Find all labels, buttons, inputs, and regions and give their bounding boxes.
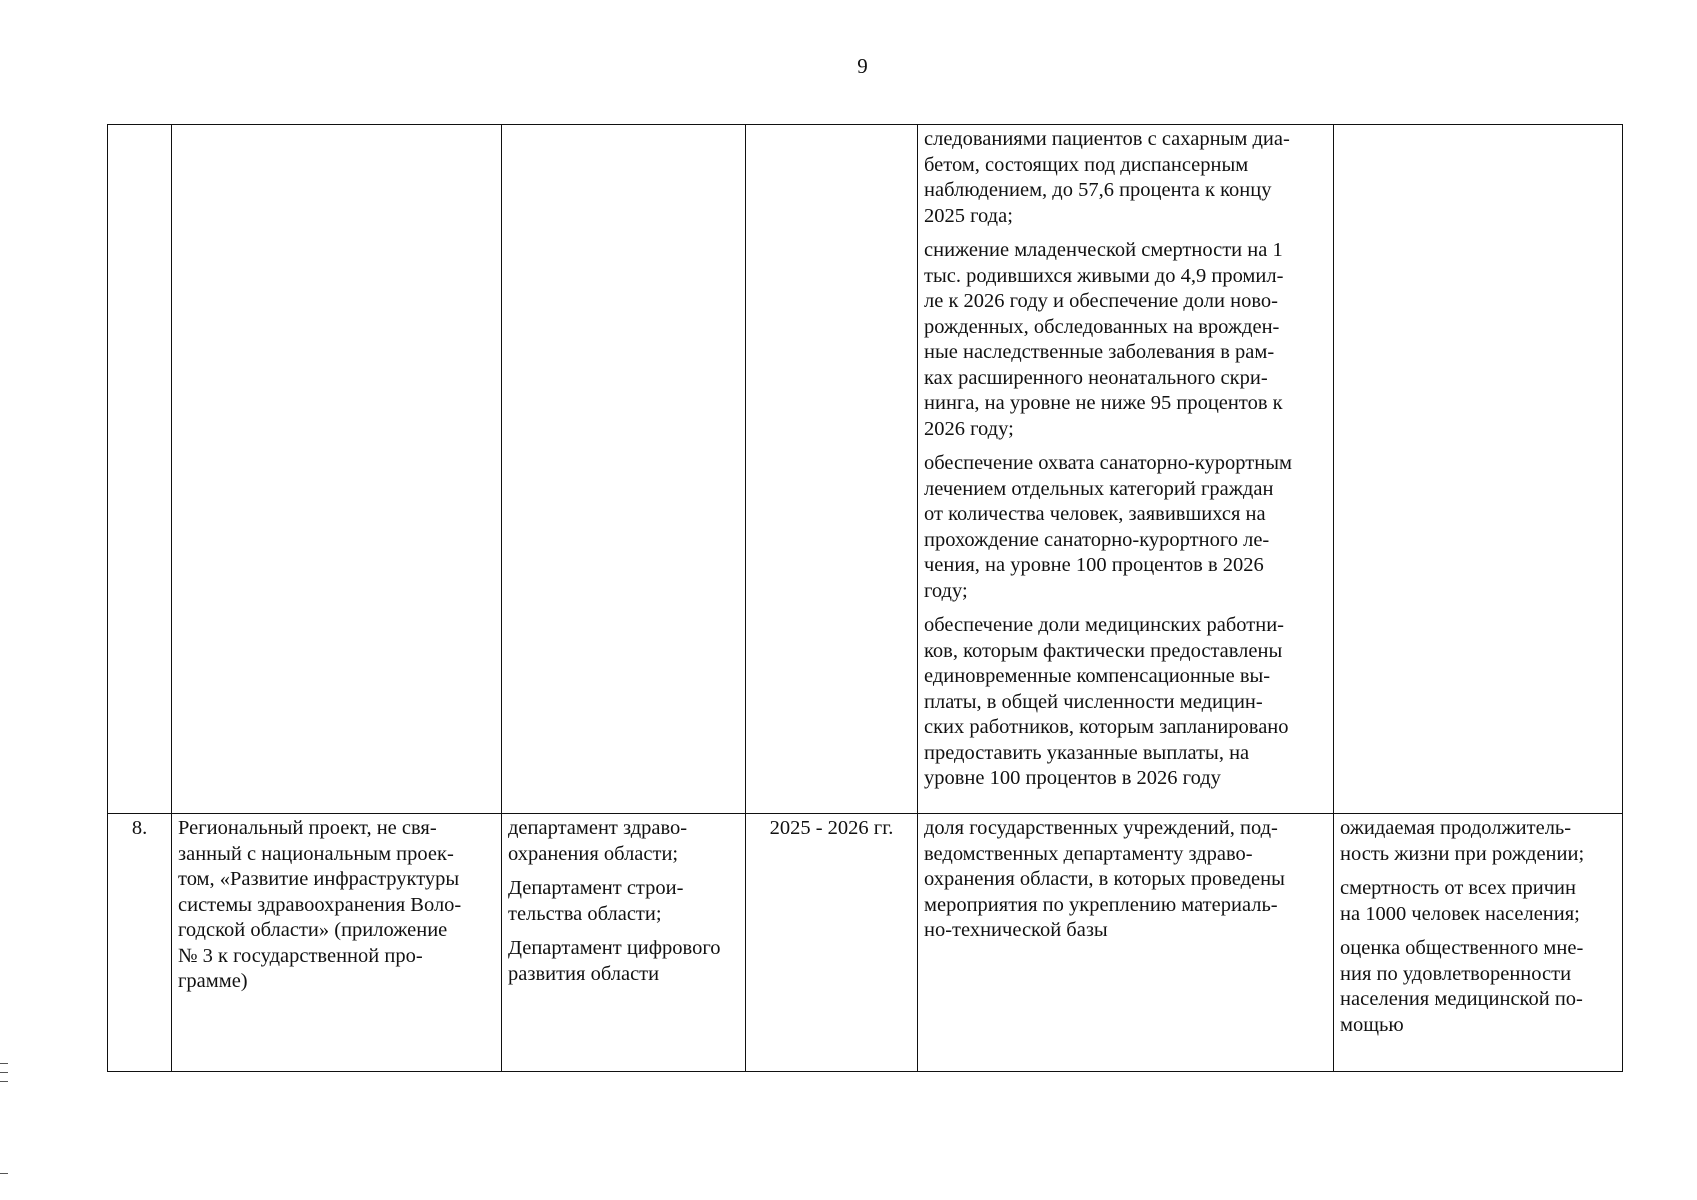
project-name-cell: Региональный проект, не свя- занный с национальным проек- том, «Развитие инфраструктуры системы здравоохранения Воло- годской области» (приложение № 3 к государственной про- грамме) <box>172 814 502 1072</box>
project-name-cell <box>172 125 502 814</box>
scan-edge-mark <box>0 1173 8 1174</box>
indicator-text: обеспечение доли медицинских работни- ков, которым фактически предоставлены единовременные компенсационные вы- платы, в общей численности медицин- ских работников, которым запланировано предоставить указанные выплаты, на уровне 100 процентов в 2026 году <box>924 614 1289 789</box>
table-row-8 <box>108 814 1623 1072</box>
responsible-item: департамент здраво- охранения области; <box>508 817 688 865</box>
responsible-cell <box>502 125 746 814</box>
period-cell <box>746 125 918 814</box>
goals-cell <box>1334 814 1623 1072</box>
responsible-item: Департамент цифрового развития области <box>508 937 721 985</box>
goal-item: ожидаемая продолжитель- ность жизни при рождении; <box>1340 817 1585 865</box>
responsible-cell <box>502 814 746 1072</box>
indicators-cell <box>918 125 1334 814</box>
indicator-text: снижение младенческой смертности на 1 тыс. родившихся живыми до 4,9 промил- ле к 2026 году и обеспечение доли ново- рожденных, обследованных на врожден- ные наследственные заболевания в рам- ках расширенного неонатального скри- нинга, на уровне не ниже 95 процентов к 2026 году; <box>924 239 1284 440</box>
indicator-text: доля государственных учреждений, под- ведомственных департаменту здраво- охранения области, в которых проведены мероприятия по укреплению материаль- но-технической базы <box>924 817 1285 941</box>
table-row-continuation <box>108 125 1623 814</box>
scan-edge-mark <box>0 1081 8 1082</box>
scan-edge-mark <box>0 1063 8 1064</box>
goal-item: оценка общественного мне- ния по удовлетворенности населения медицинской по- мощью <box>1340 937 1584 1036</box>
goals-cell <box>1334 125 1623 814</box>
responsible-item: Департамент строи- тельства области; <box>508 877 684 925</box>
program-table <box>107 124 1623 1072</box>
indicator-text: следованиями пациентов с сахарным диа- бетом, состоящих под диспансерным наблюдением, до 57,6 процента к концу 2025 года; <box>924 128 1290 227</box>
scan-edge-mark <box>0 1072 8 1073</box>
page-number: 9 <box>857 54 868 78</box>
row-number-cell <box>108 125 172 814</box>
row-number-cell: 8. <box>108 814 172 1072</box>
period-cell: 2025 - 2026 гг. <box>746 814 918 1072</box>
indicators-cell <box>918 814 1334 1072</box>
goal-item: смертность от всех причин на 1000 человек населения; <box>1340 877 1580 925</box>
indicator-text: обеспечение охвата санаторно-курортным лечением отдельных категорий граждан от количества человек, заявившихся на прохождение санаторно-курортного ле- чения, на уровне 100 процентов в 2026 году; <box>924 452 1292 602</box>
